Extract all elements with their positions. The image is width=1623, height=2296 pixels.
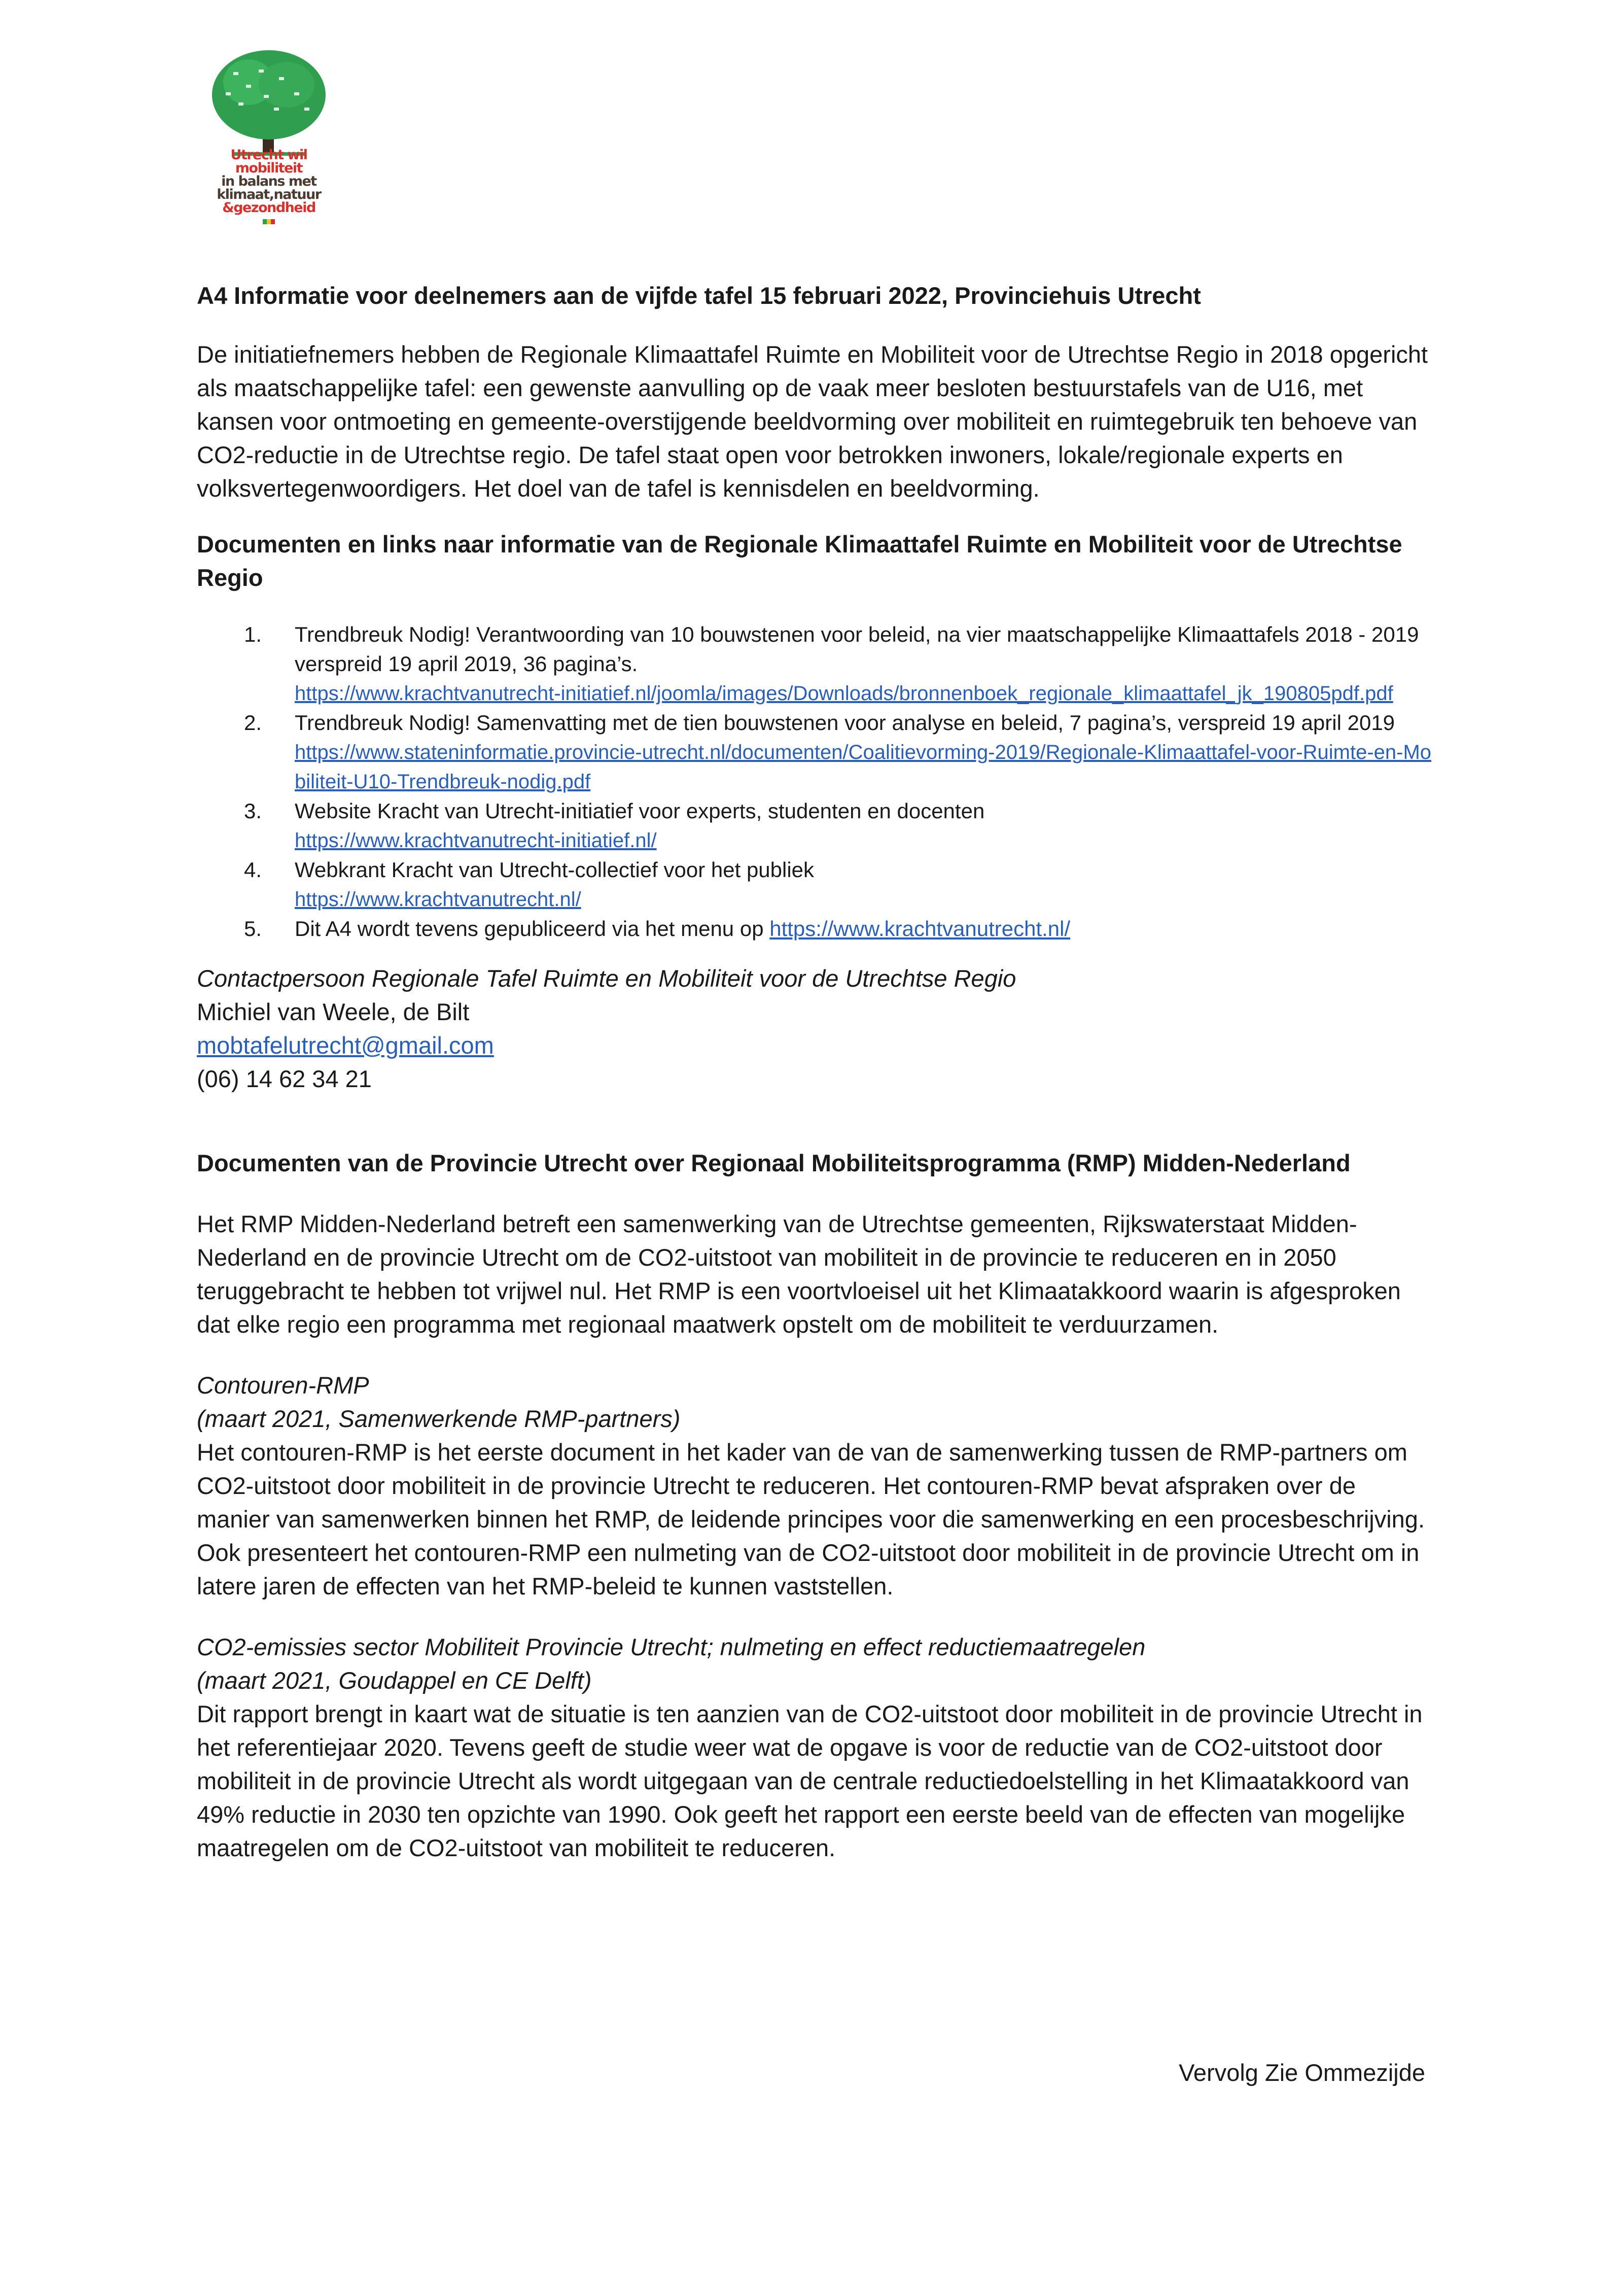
list-item bbox=[197, 796, 1434, 855]
list-text: Webkrant Kracht van Utrecht-collectief voor het publiek bbox=[295, 858, 815, 882]
logo-line: &gezondheid bbox=[222, 200, 315, 216]
list-item bbox=[197, 855, 1434, 914]
contact-phone: (06) 14 62 34 21 bbox=[197, 1065, 372, 1092]
document-body bbox=[197, 279, 1434, 1865]
contact-name: Michiel van Weele, de Bilt bbox=[197, 998, 470, 1025]
contact-heading: Contactpersoon Regionale Tafel Ruimte en Mobiliteit voor de Utrechtse Regio bbox=[197, 965, 1016, 992]
section-title: Contouren-RMP bbox=[197, 1372, 369, 1399]
doc-link[interactable]: https://www.stateninformatie.provincie-utrecht.nl/documenten/Coalitievorming-2019/Regionale-Klimaattafel-voor-Ruimte-en-Mobiliteit-U10-Trendbreuk-nodig.pdf bbox=[295, 741, 1432, 793]
list-text: Dit A4 wordt tevens gepubliceerd via het menu op bbox=[295, 917, 770, 941]
emissies-section bbox=[197, 1630, 1434, 1865]
list-number: 5. bbox=[244, 917, 262, 941]
page-title: A4 Informatie voor deelnemers aan de vijfde tafel 15 februari 2022, Provinciehuis Utrecht bbox=[197, 282, 1201, 309]
footer-note: Vervolg Zie Ommezijde bbox=[1179, 2059, 1425, 2086]
docs-heading: Documenten en links naar informatie van de Regionale Klimaattafel Ruimte en Mobiliteit voor de Utrechtse Regio bbox=[197, 531, 1402, 591]
list-number: 2. bbox=[244, 711, 262, 735]
list-item bbox=[197, 620, 1434, 708]
doc-link[interactable]: https://www.krachtvanutrecht.nl/ bbox=[295, 888, 581, 911]
list-text: Trendbreuk Nodig! Samenvatting met de tien bouwstenen voor analyse en beleid, 7 pagina’s, verspreid 19 april 2019 bbox=[295, 711, 1395, 735]
section-title: CO2-emissies sector Mobiliteit Provincie Utrecht; nulmeting en effect reductiemaatregelen bbox=[197, 1633, 1146, 1660]
flag-icon bbox=[263, 219, 275, 224]
list-text: Website Kracht van Utrecht-initiatief voor experts, studenten en docenten bbox=[295, 799, 985, 823]
section-text: Het contouren-RMP is het eerste document in het kader van de van de samenwerking tussen de RMP-partners om CO2-uitstoot door mobiliteit in de provincie Utrecht te reduceren. Het contouren-RMP bevat afspraken over de manier van samenwerken binnen het RMP, de leidende principes voor die samenwerking en een procesbeschrijving. Ook presenteert het contouren-RMP een nulmeting van de CO2-uitstoot door mobiliteit in de provincie Utrecht om in latere jaren de effecten van het RMP-beleid te kunnen vaststellen. bbox=[197, 1439, 1425, 1599]
list-subtext: verspreid 19 april 2019, 36 pagina’s. bbox=[295, 652, 638, 676]
list-item bbox=[197, 708, 1434, 796]
contact-block bbox=[197, 962, 1434, 1096]
logo-line: mobiliteit bbox=[235, 160, 303, 176]
list-item bbox=[197, 914, 1434, 944]
logo-line: Utrecht wil bbox=[230, 147, 307, 163]
doc-link[interactable]: https://www.krachtvanutrecht-initiatief.nl/joomla/images/Downloads/bronnenboek_regionale_klimaattafel_jk_190805pdf.pdf bbox=[295, 682, 1393, 705]
section-source: (maart 2021, Samenwerkende RMP-partners) bbox=[197, 1405, 681, 1432]
list-number: 1. bbox=[244, 622, 262, 646]
docs-list bbox=[197, 620, 1434, 944]
rmp-intro: Het RMP Midden-Nederland betreft een samenwerking van de Utrechtse gemeenten, Rijkswaterstaat Midden-Nederland en de provincie Utrecht om de CO2-uitstoot van mobiliteit in de provincie te reduceren en in 2050 teruggebracht te hebben tot vrijwel nul. Het RMP is een voortvloeisel uit het Klimaatakkoord waarin is afgesproken dat elke regio een programma met regionaal maatwerk opstelt om de mobiliteit te verduurzamen. bbox=[197, 1210, 1401, 1338]
section-source: (maart 2021, Goudappel en CE Delft) bbox=[197, 1667, 592, 1694]
rmp-heading: Documenten van de Provincie Utrecht over Regionaal Mobiliteitsprogramma (RMP) Midden-Nederland bbox=[197, 1150, 1351, 1176]
logo bbox=[203, 47, 335, 239]
doc-link[interactable]: https://www.krachtvanutrecht-initiatief.nl/ bbox=[295, 829, 657, 852]
logo-line: klimaat,natuur bbox=[217, 187, 321, 202]
logo-line: in balans met bbox=[221, 173, 316, 189]
intro-paragraph: De initiatiefnemers hebben de Regionale Klimaattafel Ruimte en Mobiliteit voor de Utrechtse Regio in 2018 opgericht als maatschappelijke tafel: een gewenste aanvulling op de vaak meer besloten bestuurstafels van de U16, met kansen voor ontmoeting en gemeente-overstijgende beeldvorming over mobiliteit en ruimtegebruik ten behoeve van CO2-reductie in de Utrechtse regio. De tafel staat open voor betrokken inwoners, lokale/regionale experts en volksvertegenwoordigers. Het doel van de tafel is kennisdelen en beeldvorming. bbox=[197, 341, 1428, 502]
contouren-section bbox=[197, 1369, 1434, 1603]
doc-link[interactable]: https://www.krachtvanutrecht.nl/ bbox=[769, 917, 1071, 941]
list-number: 4. bbox=[244, 858, 262, 882]
list-text: Trendbreuk Nodig! Verantwoording van 10 bouwstenen voor beleid, na vier maatschappelijke Klimaattafels 2018 - 2019 bbox=[295, 622, 1419, 646]
tree-icon bbox=[203, 47, 335, 156]
email-link[interactable]: mobtafelutrecht@gmail.com bbox=[197, 1032, 494, 1059]
list-number: 3. bbox=[244, 799, 262, 823]
section-text: Dit rapport brengt in kaart wat de situatie is ten aanzien van de CO2-uitstoot door mobiliteit in de provincie Utrecht in het referentiejaar 2020. Tevens geeft de studie weer wat de opgave is voor de reductie van de CO2-uitstoot door mobiliteit in de provincie Utrecht als wordt uitgegaan van de centrale reductiedoelstelling in het Klimaatakkoord van 49% reductie in 2030 ten opzichte van 1990. Ook geeft het rapport een eerste beeld van de effecten van mogelijke maatregelen om de CO2-uitstoot van mobiliteit te reduceren. bbox=[197, 1700, 1423, 1861]
